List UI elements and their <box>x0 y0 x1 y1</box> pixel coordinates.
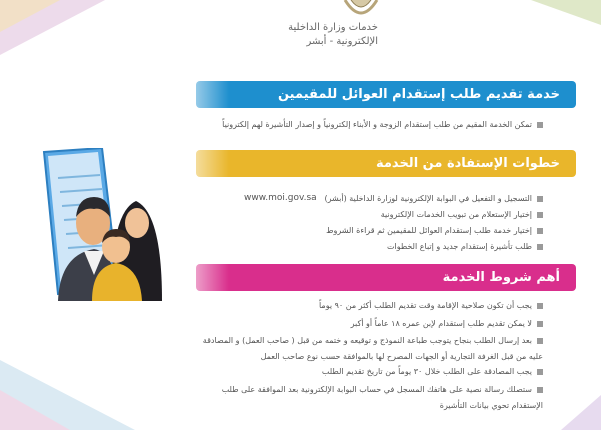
conditions-title-banner <box>196 264 576 291</box>
step-item <box>387 241 543 252</box>
bullet-icon <box>537 387 543 393</box>
condition-text: يجب المصادقة على الطلب خلال ٣٠ يوماً من تاريخ تقديم الطلب <box>321 367 532 376</box>
step-text: إختيار الإستعلام من تبويب الخدمات الإلكترونية <box>380 210 532 219</box>
condition-item <box>351 318 543 329</box>
bullet-icon <box>537 321 543 327</box>
bullet-icon <box>537 212 543 218</box>
org-name-line2: الإلكترونية - أبشر <box>306 36 378 47</box>
condition-text: لا يمكن تقديم طلب إستقدام لإبن عمره ١٨ عاماً أو أكبر <box>350 319 532 328</box>
condition-item <box>203 335 543 346</box>
bullet-icon <box>537 338 543 344</box>
corner-decoration-top-right <box>521 0 601 30</box>
bullet-icon <box>537 122 543 128</box>
step-text: طلب تأشيرة إستقدام جديد و إتباع الخطوات <box>386 242 532 251</box>
steps-title-banner <box>196 150 576 177</box>
bullet-icon <box>537 369 543 375</box>
condition-text: ستصلك رسالة نصية على هاتفك المسجل في حساب البوابة الإلكترونية بعد الموافقة على طلب <box>221 385 532 394</box>
org-name-line1: خدمات وزارة الداخلية <box>288 22 378 33</box>
steps-title: خطوات الإستفادة من الخدمة <box>376 156 560 171</box>
service-description-text: تمكن الخدمة المقيم من طلب إستقدام الزوجة و الأبناء إلكترونياً و إصدار التأشيرة لهم إلكترونياً <box>222 120 532 129</box>
condition-text: بعد إرسال الطلب بنجاح يتوجب طباعة النموذج و توقيعه و ختمه من قبل ( صاحب العمل) و المصادقة <box>202 336 532 345</box>
condition-item-continuation: الإستقدام تحوي بيانات التأشيرة <box>439 401 543 410</box>
condition-item <box>319 300 543 311</box>
moi-url[interactable]: www.moi.gov.sa <box>244 193 317 203</box>
bullet-icon <box>537 196 543 202</box>
corner-decoration-bottom-right <box>561 395 601 430</box>
step-item <box>381 209 543 220</box>
service-description <box>222 119 543 130</box>
conditions-title: أهم شروط الخدمة <box>442 270 560 285</box>
family-icon <box>58 183 178 303</box>
service-title: خدمة تقديم طلب إستقدام العوائل للمقيمين <box>277 87 560 102</box>
bullet-icon <box>537 303 543 309</box>
corner-decoration-top-left <box>0 0 110 60</box>
condition-item-continuation: عليه من قبل الغرفة التجارية أو الجهات المصرح لها بالموافقة حسب نوع صاحب العمل <box>260 352 543 361</box>
abshir-logo-icon <box>341 0 381 22</box>
step-item <box>326 225 543 236</box>
bullet-icon <box>537 244 543 250</box>
condition-item <box>222 384 543 395</box>
step-item <box>324 193 543 204</box>
step-text: التسجيل و التفعيل في البوابة الإلكترونية لوزارة الداخلية (أبشر) <box>324 194 532 203</box>
corner-decoration-bottom-left <box>0 360 140 430</box>
step-text: إختيار خدمة طلب إستقدام العوائل للمقيمين ثم قراءة الشروط <box>326 226 532 235</box>
condition-text: يجب أن تكون صلاحية الإقامة وقت تقديم الطلب أكثر من ٩٠ يوماً <box>318 301 532 310</box>
service-title-banner <box>196 81 576 108</box>
condition-item <box>322 366 543 377</box>
bullet-icon <box>537 228 543 234</box>
